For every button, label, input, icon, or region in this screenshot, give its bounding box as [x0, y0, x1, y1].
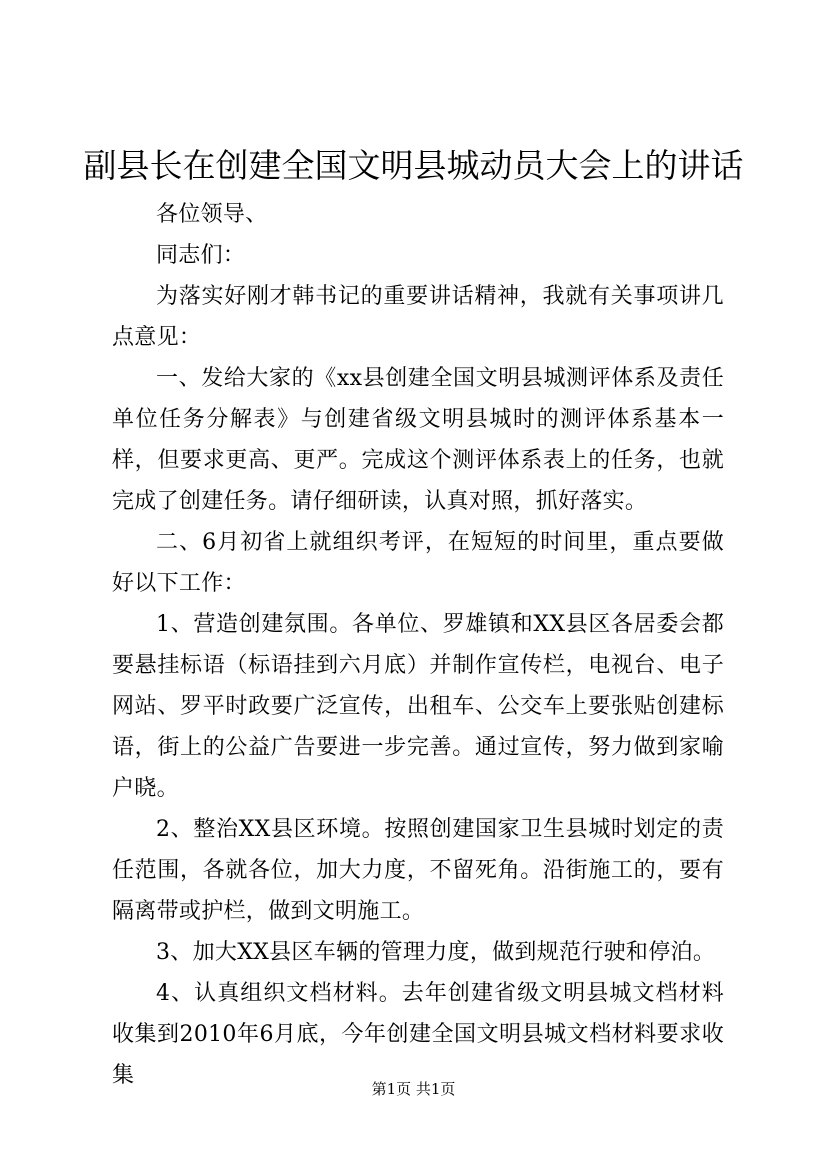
salutation-comrades: 同志们：	[156, 243, 246, 268]
paragraph-point-two: 二、6月初省上就组织考评，在短短的时间里，重点要做好以下工作：	[112, 530, 724, 596]
page-footer: 第1页 共1页	[371, 1080, 456, 1098]
paragraph-point-one: 一、发给大家的《xx县创建全国文明县城测评体系及责任单位任务分解表》与创建省级文明县城时的测评体系基本一样，但要求更高、更严。完成这个测评体系表上的任务，也就完成了创建任务。请仔细研读，认真对照，抓好落实。	[112, 366, 724, 514]
paragraph-intro: 为落实好刚才韩书记的重要讲话精神，我就有关事项讲几点意见：	[112, 284, 724, 350]
paragraph-item-3: 3、加大XX县区车辆的管理力度，做到规范行驶和停泊。	[156, 940, 716, 965]
paragraph-item-1: 1、营造创建氛围。各单位、罗雄镇和XX县区各居委会都要悬挂标语（标语挂到六月底）并制作宣传栏，电视台、电子网站、罗平时政要广泛宣传，出租车、公交车上要张贴创建标语，街上的公益广告要进一步完善。通过宣传，努力做到家喻户晓。	[112, 612, 724, 801]
paragraph-item-4: 4、认真组织文档材料。去年创建省级文明县城文档材料收集到2010年6月底，今年创建全国文明县城文档材料要求收集	[112, 981, 724, 1088]
document-body	[112, 194, 724, 1096]
paragraph-item-2: 2、整治XX县区环境。按照创建国家卫生县城时划定的责任范围，各就各位，加大力度，不留死角。沿街施工的，要有隔离带或护栏，做到文明施工。	[112, 817, 724, 924]
salutation-leaders: 各位领导、	[156, 202, 268, 227]
document-title: 副县长在创建全国文明县城动员大会上的讲话	[83, 146, 744, 185]
